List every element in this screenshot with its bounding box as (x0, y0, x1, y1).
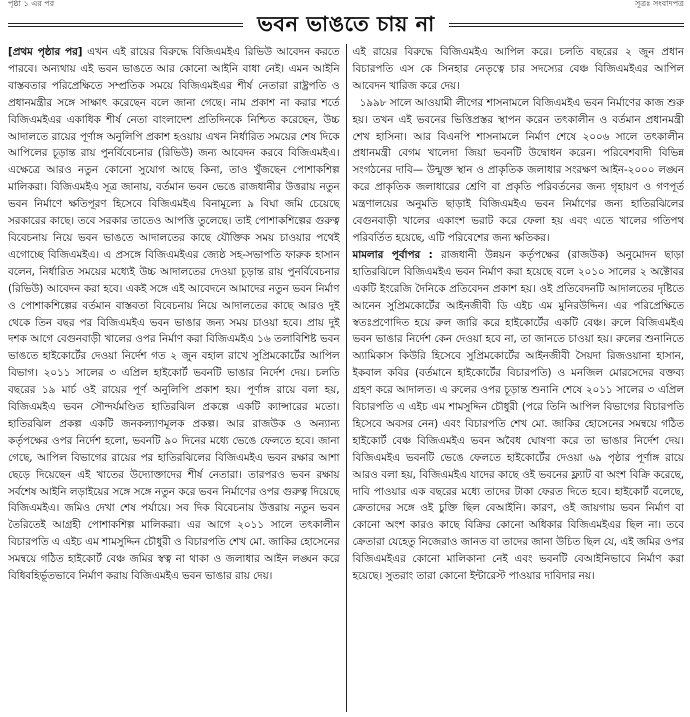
right-paragraph-2-text: ১৯৯৮ সালে আওয়ামী লীগের শাসনামলে বিজিএমইএ ভবন নির্মাণের কাজ শুরু হয়। তখন এই ভবনের ভিত্তিপ্রস্তর স্থাপন করেন তৎকালীন ও বর্তমান প্রধানমন্ত্রী শেখ হাসিনা। আর বিএনপি শাসনামলে নির্মাণ শেষে ২০০৬ সালে তৎকালীন প্রধানমন্ত্রী বেগম খালেদা জিয়া ভবনটি উদ্বোধন করেন। পরিবেশবাদী বিভিন্ন সংগঠনের দাবি— উন্মুক্ত স্থান ও প্রাকৃতিক জলাধার সংরক্ষণ আইন-২০০০ লঙ্ঘন করে প্রাকৃতিক জলাধারের শ্রেণি বা প্রকৃতি পরিবর্তনের জন্য গৃহায়ণ ও গণপূর্ত মন্ত্রণালয়ের অনুমতি ছাড়াই বিজিএমইএ ভবন নির্মাণের জন্য হাতিরঝিলের বেগুনবাড়ী খালের একাংশ ভরাট করে ফেলা হয় এবং এতে খালের গতিপথ পরিবর্তিত হয়েছে, এটি পরিবেশের জন্য ক্ষতিকর। (352, 96, 684, 244)
case-history-body: রাজধানী উন্নয়ন কর্তৃপক্ষের (রাজউক) অনুমোদন ছাড়া হাতিরঝিলে বিজিএমইএ ভবন নির্মাণ করা হয়েছে বলে ২০১০ সালের ২ অক্টোবর একটি ইংরেজি দৈনিকে প্রতিবেদন প্রকাশ হয়। ওই প্রতিবেদনটি আদালতের দৃষ্টিতে আনেন সুপ্রিমকোর্টের আইনজীবী ডি এইচ এম মুনিরউদ্দিন। এর পরিপ্রেক্ষিতে স্বতঃপ্রণোদিত হয়ে রুল জারি করে হাইকোর্টের একটি বেঞ্চ। রুলে বিজিএমইএ ভবন ভাঙার নির্দেশ কেন দেওয়া হবে না, তা জানতে চাওয়া হয়। রুলের শুনানিতে অ্যামিকাস কিউরি হিসেবে সুপ্রিমকোর্টের আইনজীবী সৈয়দা রিজওয়ানা হাসান, ইকবাল কবির (বর্তমানে হাইকোর্টের বিচারপতি) ও মনজিল মোরসেদের বক্তব্য গ্রহণ করে আদালত। এ রুলের ওপর চূড়ান্ত শুনানি শেষে ২০১১ সালের ৩ এপ্রিল বিচারপতি এ এইচ এম শামসুদ্দিন চৌধুরী (পরে তিনি আপিল বিভাগের বিচারপতি হিসেবে অবসর নেন) এবং বিচারপতি শেখ মো. জাকির হোসেনের সমন্বয়ে গঠিত হাইকোর্ট বেঞ্চ বিজিএমইএ ভবন অবৈধ ঘোষণা করে তা ভাঙার নির্দেশ দেয়। বিজিএমইএ ভবনটি ভেঙে ফেলতে হাইকোর্টের দেওয়া ৬৯ পৃষ্ঠার পূর্ণাঙ্গ রায়ে আরও বলা হয়, বিজিএমইএ যাদের কাছে ওই ভবনের ফ্ল্যাট বা অংশ বিক্রি করেছে, দাবি পাওয়ার এক বছরের মধ্যে তাদের টাকা ফেরত দিতে হবে। হাইকোর্ট বলেছে, ক্রেতাদের সঙ্গে ওই চুক্তি ছিল বেআইনি। কারণ, ওই জায়গায় ভবন নির্মাণ বা কোনো অংশ কারও কাছে বিক্রির কোনো অধিকার বিজিএমইএর ছিল না। তবে ক্রেতারা যেহেতু নিজেরাও জানত বা তাদের জানা উচিত ছিল যে, এই জমির ওপর বিজিএমইএর কোনো মালিকানা নেই এবং ভবনটি বেআইনিভাবে নির্মাণ করা হয়েছে। সুতরাং তারা কোনো ইন্টারেস্ট পাওয়ার দাবিদার নয়। (352, 248, 684, 583)
top-strip-right: সূত্রঃ সংবাদপত্র (635, 0, 684, 8)
article-headline: ভবন ভাঙতে চায় না (257, 11, 435, 36)
headline-rule-left (8, 23, 243, 27)
article-columns (8, 44, 684, 712)
headline-bar (8, 10, 684, 40)
case-history-lead: মামলার পূর্বাপর : (352, 248, 433, 261)
right-paragraph-1: এই রায়ের বিরুদ্ধে বিজিএমইএ আপিল করে। চলতি বছরের ২ জুন প্রধান বিচারপতি এস কে সিনহার নেতৃত্বে চার সদস্যের বেঞ্চ বিজিএমইএর আপিল আবেদন খারিজ করে দেয়। (352, 46, 684, 92)
left-body: এখন এই রায়ের বিরুদ্ধে বিজিএমইএ রিভিউ আবেদন করতে পারবে। অন্যথায় এই ভবন ভাঙতে আর কোনো আইনি বাধা নেই। এমন আইনি বাস্তবতার পরিপ্রেক্ষিতে সম্প্রতিক সময়ে বিজিএমইএর শীর্ষ নেতারা রাষ্ট্রপতি ও প্রধানমন্ত্রীর সঙ্গে সাক্ষাৎ করেছেন বলে জানা গেছে। নাম প্রকাশ না করার শর্তে বিজিএমইএর একাধিক শীর্ষ নেতা বাংলাদেশ প্রতিদিনকে নিশ্চিত করেছেন, উচ্চ আদালতে রায়ের পূর্ণাঙ্গ অনুলিপি প্রকাশ হওয়ায় এখন নির্ধারিত সময়ের শেষ দিকে আপিলের চূড়ান্ত রায় পুনর্বিবেচনার (রিভিউ) জন্য আবেদন করবে বিজিএমইএ। এক্ষেত্রে আরও নতুন কোনো সুযোগ আছে কিনা, তাও খুঁজছেন পোশাকশিল্প মালিকরা। বিজিএমইএ সূত্র জানায়, বর্তমান ভবন ভেঙে রাজধানীর উত্তরায় নতুন ভবন নির্মাণে ক্ষতিপূরণ হিসেবে বিজিএমইএ বিনামূল্যে ৯ বিঘা জমি চেয়েছে সরকারের কাছে। তবে সরকার তাতেও আপত্তি তুলেছে। তাই পোশাকশিল্পের গুরুত্ব বিবেচনায় নিয়ে ভবন ভাঙতে আদালতের কাছে যৌক্তিক সময় চাওয়ার পথেই এগোচ্ছে বিজিএমইএ। এ প্রসঙ্গে বিজিএমইএর জ্যেষ্ঠ সহ-সভাপতি ফারুক হাসান বলেন, নির্ধারিত সময়ের মধ্যেই উচ্চ আদালতের দেওয়া চূড়ান্ত রায় পুনর্বিবেচনার (রিভিউ) আবেদন করা হবে। একই সঙ্গে এই আবেদনে আমাদের নতুন ভবন নির্মাণ ও পোশাকশিল্পের বর্তমান বাস্তবতা বিবেচনায় নিয়ে আদালতের কাছে আরও দুই থেকে তিন বছর পর বিজিএমইএ ভবন ভাঙার জন্য সময় চাওয়া হবে। প্রায় দুই দশক আগে বেগুনবাড়ী খালের ওপর নির্মাণ করা বিজিএমইএ ১৬ তলাবিশিষ্ট ভবন ভাঙতে হাইকোর্টের দেওয়া নির্দেশ গত ২ জুন বহাল রাখে সুপ্রিমকোর্টের আপিল বিভাগ। ২০১১ সালের ৩ এপ্রিল হাইকোর্ট ভবনটি ভাঙার নির্দেশ দেয়। চলতি বছরের ১৯ মার্চ ওই রায়ের পূর্ণ অনুলিপি প্রকাশ হয়। পূর্ণাঙ্গ রায়ে বলা হয়, বিজিএমইএ ভবন সৌন্দর্যমণ্ডিত হাতিরঝিল প্রকল্পে একটি ক্যান্সারের মতো। হাতিরঝিল প্রকল্প একটি জনকল্যাণমূলক প্রকল্প। আর রাজউক ও অন্যান্য কর্তৃপক্ষের ওপর নির্দেশ হলো, ভবনটি ৯০ দিনের মধ্যে ভেঙে ফেলতে হবে। জানা গেছে, আপিল বিভাগের রায়ের পর হাতিরঝিলের বিজিএমইএ ভবন রক্ষার আশা ছেড়ে দিয়েছেন এই খাতের উদ্যোক্তাদের শীর্ষ নেতারা। তারপরও ভবন রক্ষায় সর্বশেষ আইনি লড়াইয়ের সঙ্গে সঙ্গে নতুন করে ভবন নির্মাণের ওপর গুরুত্ব দিয়েছে বিজিএমইএ। জমিও দেখা শেষ পর্যায়ে। সব দিক বিবেচনায় উত্তরায় নতুন ভবন তৈরিতেই আগ্রহী পোশাকশিল্প মালিকরা। এর আগে ২০১১ সালে তৎকালীন বিচারপতি এ এইচ এম শামসুদ্দিন চৌধুরী ও বিচারপতি শেখ মো. জাকির হোসেনের সমন্বয়ে গঠিত হাইকোর্ট বেঞ্চ জমির স্বত্ব না থাকা ও জলাধার আইন লঙ্ঘন করে বিধিবহির্ভূতভাবে নির্মাণ করায় বিজিএমইএ ভবন ভাঙার রায় দেয়। (8, 46, 340, 583)
left-column (8, 44, 346, 712)
right-column (346, 44, 685, 712)
headline-rule-right (449, 23, 684, 27)
left-paragraph (8, 44, 340, 585)
top-strip-left: পৃষ্ঠা ১ এর পর (8, 0, 55, 8)
right-paragraph-2 (353, 95, 685, 247)
right-paragraph-3 (353, 247, 685, 585)
continuation-lead: [প্রথম পৃষ্ঠার পর] (8, 46, 83, 58)
